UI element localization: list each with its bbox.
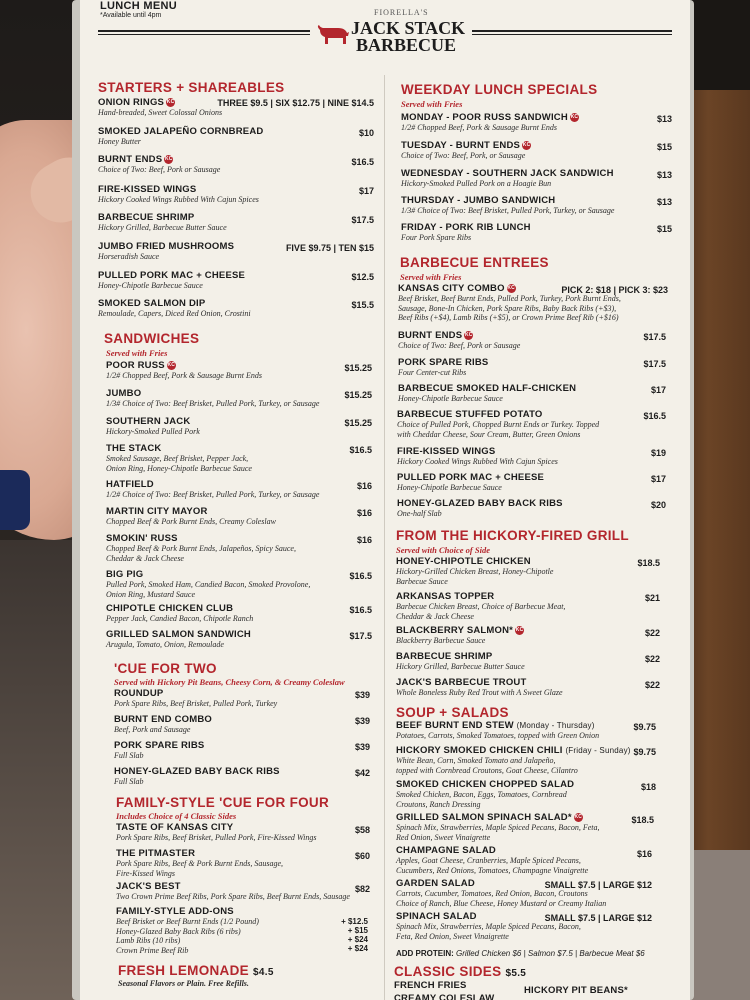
menu-item <box>398 383 576 404</box>
section-sandwiches-title: SANDWICHES <box>104 331 200 346</box>
menu-item <box>98 184 259 205</box>
kc-icon: KC <box>464 331 473 338</box>
section-entrees-title: BARBECUE ENTREES <box>400 255 549 270</box>
menu-item <box>98 154 220 175</box>
item-desc: Croutons, Ranch Dressing <box>396 799 481 809</box>
item-name: HONEY-GLAZED BABY BACK RIBS <box>397 498 563 509</box>
section-lemonade-title <box>118 963 274 978</box>
addon-price: + $15 <box>347 926 368 935</box>
section-soup-title: SOUP + SALADS <box>396 705 509 720</box>
item-name: FRIDAY - PORK RIB LUNCH <box>401 222 531 233</box>
menu-sheet <box>80 0 690 1000</box>
item-desc: 1/3# Choice of Two: Beef Brisket, Pulled Pork, Turkey, or Sausage <box>106 399 320 408</box>
item-name: WEDNESDAY - SOUTHERN JACK SANDWICH <box>401 168 614 179</box>
kc-icon: KC <box>507 284 515 291</box>
lunch-menu-title: LUNCH MENU <box>100 0 177 12</box>
item-name-text: BLACKBERRY SALMON* <box>396 625 514 636</box>
item-price: $10 <box>358 128 374 138</box>
item-name: GRILLED SALMON SANDWICH <box>106 629 251 640</box>
item-price: THREE $9.5 | SIX $12.75 | NINE $14.5 <box>217 98 374 108</box>
item-desc: Choice of Two: Beef, Pork or Sausage <box>398 341 521 350</box>
item-price: $16.5 <box>349 571 372 581</box>
item-desc: Cheddar & Jack Cheese <box>396 611 474 621</box>
menu-item <box>401 168 614 189</box>
menu-item <box>401 112 579 133</box>
addon-name: Honey-Glazed Baby Back Ribs (6 ribs) <box>116 926 241 936</box>
menu-item <box>106 416 200 437</box>
section-weekday-title: WEEKDAY LUNCH SPECIALS <box>401 82 598 97</box>
kc-icon: KC <box>164 155 173 162</box>
side-item: CREAMY COLESLAW <box>394 993 495 1000</box>
item-price: FIVE $9.75 | TEN $15 <box>285 243 374 253</box>
menu-item <box>106 388 319 409</box>
section-starters-title: STARTERS + SHAREABLES <box>98 80 285 95</box>
add-protein-line <box>396 949 645 958</box>
item-price: $82 <box>354 884 370 894</box>
item-price: $17 <box>358 186 374 196</box>
menu-item <box>114 714 212 735</box>
item-price: $15 <box>656 142 672 152</box>
menu-item <box>98 126 263 147</box>
section-weekday-subtitle: Served with Fries <box>401 99 463 109</box>
restaurant-logo <box>316 8 466 58</box>
menu-item <box>401 195 614 216</box>
item-desc: Arugula, Tomato, Onion, Remoulade <box>106 640 224 649</box>
item-price: $16.5 <box>351 157 374 167</box>
menu-item <box>106 569 310 599</box>
menu-item <box>106 360 262 381</box>
item-desc: Feta, Red Onion, Sweet Vinaigrette <box>396 931 509 941</box>
item-desc: Four Center-cut Ribs <box>398 368 467 377</box>
item-name-text: ONION RINGS <box>98 97 165 108</box>
item-desc: Full Slab <box>114 751 144 760</box>
item-price: SMALL $7.5 | LARGE $12 <box>544 880 652 890</box>
item-desc: Potatoes, Carrots, Smoked Tomatoes, topped with Green Onion <box>396 731 600 740</box>
item-desc: Sausage, Bone-In Chicken, Pork Spare Ribs, Baby Back Ribs (+$3), <box>398 303 617 313</box>
item-name: PORK SPARE RIBS <box>398 357 489 368</box>
menu-item <box>98 97 222 118</box>
item-desc: Hickory-Grilled Chicken Breast, Honey-Chipotle <box>396 567 554 576</box>
brand-barbecue: BARBECUE <box>356 35 457 55</box>
menu-item <box>106 533 296 563</box>
item-price: $17.5 <box>643 332 666 342</box>
menu-item <box>106 629 251 650</box>
item-name: PULLED PORK MAC + CHEESE <box>98 270 246 281</box>
item-name: TASTE OF KANSAS CITY <box>116 822 234 833</box>
menu-item <box>398 330 520 351</box>
item-price: $18.5 <box>631 815 654 825</box>
addon-price: + $24 <box>347 944 368 953</box>
item-price: $16.5 <box>349 605 372 615</box>
item-name-text: HICKORY SMOKED CHICKEN CHILI <box>396 745 563 756</box>
lunch-menu-header <box>100 0 177 19</box>
item-desc: Barbecue Chicken Breast, Choice of Barbecue Meat, <box>396 602 566 611</box>
item-desc: Spinach Mix, Strawberries, Maple Spiced Pecans, Bacon, <box>396 922 581 931</box>
item-price: $13 <box>656 197 672 207</box>
item-name: BARBECUE SMOKED HALF-CHICKEN <box>398 383 577 394</box>
item-desc: Cheddar & Jack Cheese <box>106 553 184 563</box>
menu-item <box>396 779 574 809</box>
item-desc: Pepper Jack, Candied Bacon, Chipotle Ranch <box>106 614 254 623</box>
item-name: SMOKED JALAPEÑO CORNBREAD <box>98 126 264 137</box>
addon-name: Crown Prime Beef Rib <box>116 945 189 955</box>
add-protein-label: ADD PROTEIN: <box>396 949 454 958</box>
menu-item <box>397 472 544 493</box>
section-cue-two-title: 'CUE FOR TWO <box>114 661 217 676</box>
item-name <box>98 154 220 165</box>
item-price: $12.5 <box>351 272 374 282</box>
item-price: $22 <box>644 628 660 638</box>
item-desc: Apples, Goat Cheese, Cranberries, Maple Spiced Pecans, <box>396 856 581 865</box>
item-desc: 1/2# Chopped Beef, Pork & Sausage Burnt Ends <box>106 371 262 380</box>
item-name <box>98 97 222 108</box>
item-desc: Choice of Two: Beef, Pork, or Sausage <box>401 151 526 160</box>
item-desc: Pulled Pork, Smoked Ham, Candied Bacon, Smoked Provolone, <box>106 580 311 589</box>
item-desc: Hand-breaded, Sweet Colossal Onions <box>98 108 223 117</box>
kc-icon: KC <box>574 813 583 820</box>
item-note: (Friday - Sunday) <box>565 746 631 755</box>
menu-item <box>396 651 525 672</box>
item-price: $58 <box>354 825 370 835</box>
section-grill-subtitle: Served with Choice of Side <box>396 545 490 555</box>
item-price: $15.25 <box>344 418 372 428</box>
menu-item <box>114 766 280 787</box>
item-desc: Carrots, Cucumber, Tomatoes, Red Onion, Bacon, Croutons <box>396 889 588 898</box>
item-desc: Horseradish Sauce <box>98 252 160 261</box>
menu-item <box>98 270 245 291</box>
item-desc: Beef Brisket, Beef Burnt Ends, Pulled Pork, Turkey, Pork Burnt Ends, <box>398 294 621 303</box>
item-desc: Pork Spare Ribs, Beef Brisket, Pulled Pork, Turkey <box>114 699 278 708</box>
item-desc: Fire-Kissed Wings <box>116 868 176 878</box>
item-name <box>396 720 599 731</box>
item-name: GARDEN SALAD <box>396 878 475 889</box>
item-name: HONEY-GLAZED BABY BACK RIBS <box>114 766 280 777</box>
section-cue-two-subtitle: Served with Hickory Pit Beans, Cheesy Corn, & Creamy Coleslaw <box>114 677 345 687</box>
item-price: $22 <box>644 680 660 690</box>
item-desc: Onion Ring, Honey-Chipotle Barbecue Sauce <box>106 463 252 473</box>
sleeve <box>0 470 30 530</box>
section-entrees-subtitle: Served with Fries <box>400 272 462 282</box>
item-desc: Pork Spare Ribs, Beef Brisket, Pulled Pork, Fire-Kissed Wings <box>116 833 317 842</box>
menu-item <box>114 688 277 709</box>
item-desc: Honey-Chipotle Barbecue Sauce <box>397 483 502 492</box>
menu-item <box>397 498 563 519</box>
item-desc: Two Crown Prime Beef Ribs, Pork Spare Ribs, Beef Burnt Ends, Sausage <box>116 892 350 901</box>
kc-icon: KC <box>522 141 531 148</box>
item-price: $16 <box>356 535 372 545</box>
item-desc: Beef Ribs (+$4), Lamb Ribs (+$5), or Crown Prime Beef Rib (+$16) <box>398 313 619 322</box>
item-price: $16 <box>356 508 372 518</box>
item-name: PORK SPARE RIBS <box>114 740 205 751</box>
item-price: $60 <box>354 851 370 861</box>
item-name: JACK'S BARBECUE TROUT <box>396 677 527 688</box>
item-name: FIRE-KISSED WINGS <box>397 446 496 457</box>
menu-item <box>396 720 599 741</box>
menu-item <box>106 506 276 527</box>
menu-item <box>116 881 350 902</box>
menu-item <box>396 625 524 646</box>
column-divider <box>384 75 385 1000</box>
item-name: THE STACK <box>106 443 162 454</box>
item-price: $16 <box>356 481 372 491</box>
item-desc: Choice of Ranch, Blue Cheese, Honey Mustard or Creamy Italian <box>396 898 607 908</box>
item-price: $15.25 <box>344 363 372 373</box>
addon-name: Lamb Ribs (10 ribs) <box>116 936 181 945</box>
side-item: FRENCH FRIES <box>394 980 467 991</box>
item-name-text: TUESDAY - BURNT ENDS <box>401 140 521 151</box>
item-name-text: BURNT ENDS <box>398 330 463 341</box>
menu-item <box>396 591 565 621</box>
item-name: SMOKED SALMON DIP <box>98 298 206 309</box>
item-desc: Hickory Grilled, Barbecue Butter Sauce <box>396 662 525 671</box>
menu-item <box>396 845 588 875</box>
item-name: ARKANSAS TOPPER <box>396 591 495 602</box>
item-name: SPINACH SALAD <box>396 911 477 922</box>
addon-name: Beef Brisket or Beef Burnt Ends (1/2 Pound) <box>116 917 259 926</box>
item-desc: Blackberry Barbecue Sauce <box>396 636 486 645</box>
sides-price: $5.5 <box>505 968 527 979</box>
item-name: BARBECUE SHRIMP <box>396 651 493 662</box>
add-protein-options: Grilled Chicken $6 | Salmon $7.5 | Barbecue Meat $6 <box>456 949 645 958</box>
header-rule-right-thin <box>472 34 672 35</box>
sides-title-text: CLASSIC SIDES <box>394 964 502 979</box>
item-name: SMOKED CHICKEN CHOPPED SALAD <box>396 779 575 790</box>
item-price: $39 <box>354 690 370 700</box>
item-name-text: BEEF BURNT END STEW <box>396 720 514 731</box>
item-name-text: KANSAS CITY COMBO <box>398 283 505 294</box>
item-name: CHAMPAGNE SALAD <box>396 845 496 856</box>
item-name <box>396 745 631 756</box>
section-cue-four-title: FAMILY-STYLE 'CUE FOR FOUR <box>116 795 330 810</box>
menu-item <box>397 446 558 467</box>
item-price: $16.5 <box>643 411 666 421</box>
menu-item <box>116 822 316 843</box>
availability-note: *Available until 4pm <box>100 12 162 19</box>
item-name <box>396 812 600 823</box>
item-name: PULLED PORK MAC + CHEESE <box>397 472 545 483</box>
item-price: $22 <box>644 654 660 664</box>
item-name: JUMBO <box>106 388 142 399</box>
item-price: $9.75 <box>633 722 656 732</box>
item-desc: Whole Boneless Ruby Red Trout with A Sweet Glaze <box>396 688 563 697</box>
item-desc: Honey Butter <box>98 137 141 146</box>
bull-icon <box>316 22 350 46</box>
item-desc: Red Onion, Sweet Vinaigrette <box>396 832 491 842</box>
item-desc: Choice of Pulled Pork, Chopped Burnt Ends or Turkey. Topped <box>397 420 600 429</box>
section-sandwiches-subtitle: Served with Fries <box>106 348 168 358</box>
menu-item <box>106 603 253 624</box>
side-item: HICKORY PIT BEANS* <box>524 985 628 996</box>
menu-item <box>401 140 531 161</box>
item-desc: Cucumbers, Red Onions, Tomatoes, Champagne Vinaigrette <box>396 865 589 875</box>
menu-item <box>98 241 234 262</box>
item-name: ROUNDUP <box>114 688 164 699</box>
item-name: JACK'S BEST <box>116 881 181 892</box>
item-desc: Smoked Sausage, Beef Brisket, Pepper Jack, <box>106 454 249 463</box>
item-name: HATFIELD <box>106 479 154 490</box>
item-price: $17.5 <box>643 359 666 369</box>
item-price: $15.25 <box>344 390 372 400</box>
kc-icon: KC <box>166 98 175 105</box>
item-desc: Barbecue Sauce <box>396 576 448 586</box>
item-price: SMALL $7.5 | LARGE $12 <box>544 913 652 923</box>
item-name <box>401 140 531 151</box>
item-desc: 1/2# Choice of Two: Beef Brisket, Pulled Pork, Turkey, or Sausage <box>106 490 320 499</box>
item-desc: 1/2# Chopped Beef, Pork & Sausage Burnt Ends <box>401 123 557 132</box>
item-desc: Smoked Chicken, Bacon, Eggs, Tomatoes, Cornbread <box>396 790 567 799</box>
item-price: $17 <box>650 385 666 395</box>
item-desc: Onion Ring, Mustard Sauce <box>106 589 196 599</box>
item-price: $13 <box>656 114 672 124</box>
item-desc: Beef, Pork and Sausage <box>114 725 191 734</box>
item-name: BARBECUE STUFFED POTATO <box>397 409 543 420</box>
item-price: $20 <box>650 500 666 510</box>
kc-icon: KC <box>167 361 176 368</box>
item-name: JUMBO FRIED MUSHROOMS <box>98 241 235 252</box>
menu-item <box>396 745 631 775</box>
menu-item <box>114 740 204 761</box>
item-desc: One-half Slab <box>397 509 442 518</box>
item-name: CHIPOTLE CHICKEN CLUB <box>106 603 234 614</box>
item-desc: Hickory Grilled, Barbecue Butter Sauce <box>98 223 227 232</box>
item-desc: Four Pork Spare Ribs <box>401 233 472 242</box>
item-price: $15.5 <box>351 300 374 310</box>
header-rule-left <box>98 30 310 32</box>
lemonade-price: $4.5 <box>253 967 274 978</box>
item-name-text: MONDAY - POOR RUSS SANDWICH <box>401 112 568 123</box>
item-price: $16.5 <box>349 445 372 455</box>
brand-jack-stack: JACK STACK <box>351 18 466 38</box>
item-desc: Choice of Two: Beef, Pork or Sausage <box>98 165 221 174</box>
item-name: SMOKIN' RUSS <box>106 533 178 544</box>
item-desc: Hickory Cooked Wings Rubbed With Cajun Spices <box>98 195 259 204</box>
item-price: $18 <box>640 782 656 792</box>
item-desc: Full Slab <box>114 777 144 786</box>
item-desc: Chopped Beef & Pork Burnt Ends, Jalapeños, Spicy Sauce, <box>106 544 296 553</box>
item-desc: Remoulade, Capers, Diced Red Onion, Crostini <box>98 309 251 318</box>
item-name <box>106 360 262 371</box>
item-name <box>396 625 524 636</box>
menu-item <box>106 443 252 473</box>
item-name: BARBECUE SHRIMP <box>98 212 195 223</box>
menu-item <box>98 212 227 233</box>
item-name: THURSDAY - JUMBO SANDWICH <box>401 195 556 206</box>
kc-icon: KC <box>570 113 579 120</box>
menu-item <box>401 222 531 243</box>
item-price: $21 <box>644 593 660 603</box>
item-name: HONEY-CHIPOTLE CHICKEN <box>396 556 531 567</box>
section-cue-four-subtitle: Includes Choice of 4 Classic Sides <box>116 811 237 821</box>
item-name-text: POOR RUSS <box>106 360 165 371</box>
item-price: $17 <box>650 474 666 484</box>
header-rule-left-thin <box>98 34 310 35</box>
item-desc: Hickory-Smoked Pulled Pork <box>106 427 200 436</box>
item-note: (Monday - Thursday) <box>516 721 595 730</box>
menu-item <box>116 848 283 878</box>
item-price: $18.5 <box>637 558 660 568</box>
item-desc: Pork Spare Ribs, Beef & Pork Burnt Ends, Sausage, <box>116 859 284 868</box>
item-price: $13 <box>656 170 672 180</box>
item-name: BIG PIG <box>106 569 144 580</box>
addon-price: + $12.5 <box>341 917 368 926</box>
item-name: MARTIN CITY MAYOR <box>106 506 208 517</box>
item-desc: Honey-Chipotle Barbecue Sauce <box>98 281 203 290</box>
item-price: $39 <box>354 742 370 752</box>
item-desc: 1/3# Choice of Two: Beef Brisket, Pulled Pork, Turkey, or Sausage <box>401 206 615 215</box>
brand-fiorellas: FIORELLA'S <box>374 8 429 17</box>
item-desc: Spinach Mix, Strawberries, Maple Spiced Pecans, Bacon, Feta, <box>396 823 600 832</box>
section-grill-title: FROM THE HICKORY-FIRED GRILL <box>396 528 629 543</box>
item-price: PICK 2: $18 | PICK 3: $23 <box>561 285 668 295</box>
item-desc: White Bean, Corn, Smoked Tomato and Jalapeño, <box>396 756 556 765</box>
item-desc: Chopped Beef & Pork Burnt Ends, Creamy Coleslaw <box>106 517 276 526</box>
item-desc: Hickory Cooked Wings Rubbed With Cajun Spices <box>397 457 558 466</box>
item-desc: Hickory-Smoked Pulled Pork on a Hoagie Bun <box>401 179 552 188</box>
item-price: $9.75 <box>633 747 656 757</box>
item-desc: with Cheddar Cheese, Sour Cream, Butter, Green Onions <box>397 429 581 439</box>
item-name: THE PITMASTER <box>116 848 196 859</box>
item-name <box>401 112 579 123</box>
menu-item <box>396 677 563 698</box>
menu-item <box>398 357 488 378</box>
item-price: $16 <box>636 849 652 859</box>
addon-price: + $24 <box>347 935 368 944</box>
item-price: $17.5 <box>351 215 374 225</box>
item-name <box>398 330 520 341</box>
item-price: $39 <box>354 716 370 726</box>
item-name: FIRE-KISSED WINGS <box>98 184 197 195</box>
item-name-text: BURNT ENDS <box>98 154 163 165</box>
item-name: BURNT END COMBO <box>114 714 212 725</box>
header-rule-right <box>472 30 672 32</box>
item-price: $17.5 <box>349 631 372 641</box>
addons-title: FAMILY-STYLE ADD-ONS <box>116 906 234 917</box>
item-name-text: GRILLED SALMON SPINACH SALAD* <box>396 812 572 823</box>
menu-item <box>396 556 553 586</box>
item-desc: Honey-Chipotle Barbecue Sauce <box>398 394 503 403</box>
item-price: $15 <box>656 224 672 234</box>
addons-block <box>116 906 259 955</box>
lemonade-title-text: FRESH LEMONADE <box>118 963 249 978</box>
item-desc: topped with Cornbread Croutons, Goat Cheese, Cilantro <box>396 765 578 775</box>
menu-item <box>106 479 319 500</box>
item-price: $42 <box>354 768 370 778</box>
menu-item <box>396 812 600 842</box>
menu-item <box>98 298 251 319</box>
lemonade-desc: Seasonal Flavors or Plain. Free Refills. <box>118 979 249 988</box>
item-name: SOUTHERN JACK <box>106 416 191 427</box>
section-sides-title <box>394 964 526 979</box>
menu-item <box>397 409 599 439</box>
kc-icon: KC <box>515 626 524 633</box>
item-price: $19 <box>650 448 666 458</box>
